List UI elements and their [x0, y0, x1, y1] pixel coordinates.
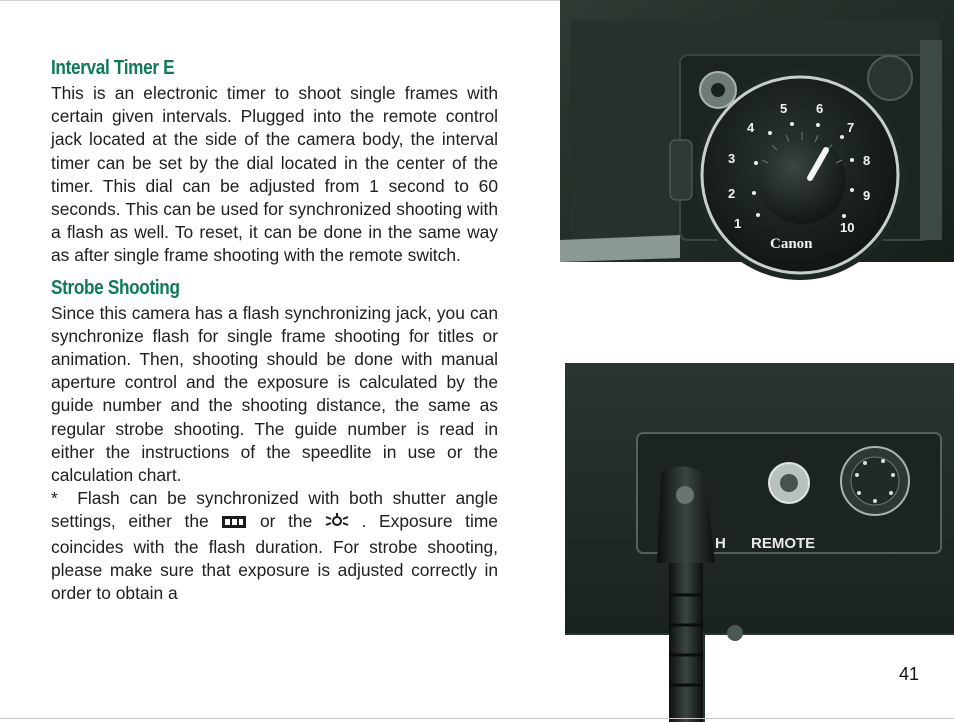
footnote-text-1: Flash can be synchronized with both shutter angle settings, either the [51, 488, 499, 532]
label-h: H [715, 535, 726, 552]
footnote-bullet: * [51, 488, 58, 509]
dial-number-7: 7 [847, 120, 855, 135]
dial-number-4: 4 [747, 120, 755, 135]
photo-remote-panel [565, 363, 954, 722]
dial-number-3: 3 [728, 151, 736, 166]
paragraph-interval-timer: This is an electronic timer to shoot single frames with certain given intervals. Plugged into the remote control jack located at the side of the camera body, the interval timer can be set by the dial located in the center of the timer. This dial can be adjusted from 1 second to 60 seconds. This can be used for synchronized shooting with a flash as well. To reset, it can be done in the same way as after single frame shooting with the remote switch. [51, 83, 498, 266]
page-number: 41 [899, 664, 920, 684]
dial-number-8: 8 [863, 153, 871, 168]
shutter-angle-sun-icon [325, 512, 349, 535]
top-rule [0, 0, 560, 1]
dial-number-10: 10 [840, 220, 855, 235]
bottom-rule [0, 718, 954, 719]
footnote [51, 487, 498, 605]
label-remote: REMOTE [751, 535, 816, 552]
shutter-angle-block-icon [221, 512, 247, 535]
dial-number-5: 5 [780, 101, 788, 116]
text-column [51, 54, 498, 605]
footnote-text-3: . Exposure time coincides with the flash duration. For strobe shooting, please make sure that exposure is adjusted correctly in order to obtain a [51, 511, 498, 604]
heading-strobe-shooting: Strobe Shooting [51, 276, 180, 299]
dial-number-6: 6 [816, 101, 824, 116]
photo-interval-timer [560, 0, 954, 296]
brand-logo: Canon [770, 236, 813, 252]
dial-number-9: 9 [863, 188, 871, 203]
paragraph-strobe-shooting: Since this camera has a flash synchronizing jack, you can synchronize flash for single frame shooting for titles or animation. Then, shooting should be done with manual aperture control and the exposure is calculated by the guide number and the shooting distance, the same as regular strobe shooting. The guide number is read in either the instructions of the speedlite in use or the calculation chart. [51, 302, 498, 486]
dial-number-2: 2 [728, 186, 736, 201]
footnote-text-2: or the [260, 511, 313, 532]
dial-number-1: 1 [734, 216, 742, 231]
heading-interval-timer: Interval Timer E [51, 57, 175, 79]
